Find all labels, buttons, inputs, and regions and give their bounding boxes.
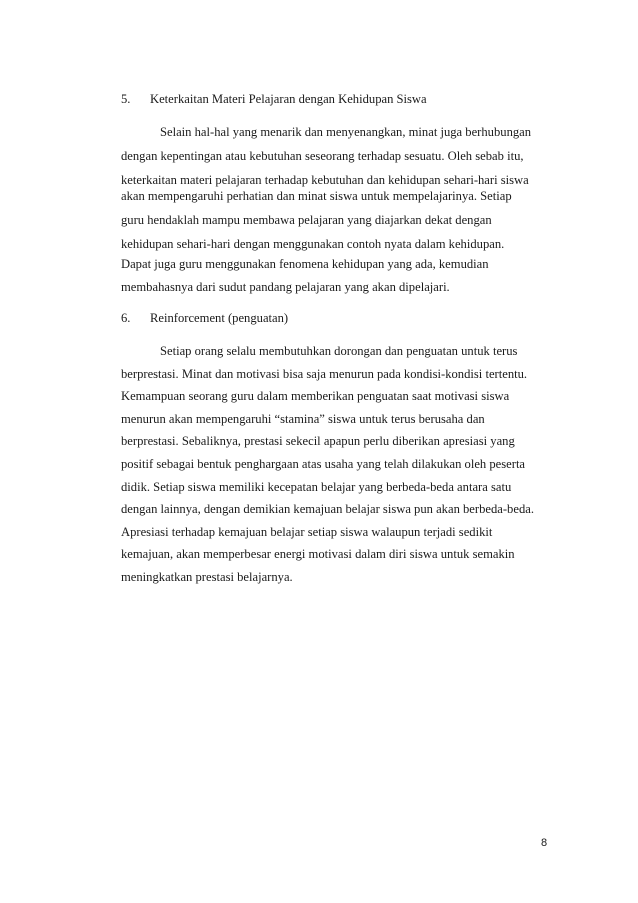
section-6-number: 6. <box>121 311 131 325</box>
paragraph-line: didik. Setiap siswa memiliki kecepatan belajar yang berbeda-beda antara satu <box>121 480 512 494</box>
paragraph-line: dengan lainnya, dengan demikian kemajuan belajar siswa pun akan berbeda-beda. <box>121 502 534 516</box>
paragraph-line: akan mempengaruhi perhatian dan minat siswa untuk mempelajarinya. Setiap <box>121 189 512 203</box>
paragraph-line: kemajuan, akan memperbesar energi motivasi dalam diri siswa untuk semakin <box>121 547 515 561</box>
section-5-title: Keterkaitan Materi Pelajaran dengan Kehidupan Siswa <box>150 92 427 106</box>
paragraph-line: menurun akan mempengaruhi “stamina” siswa untuk terus berusaha dan <box>121 412 485 426</box>
paragraph-line: dengan kepentingan atau kebutuhan seseorang terhadap sesuatu. Oleh sebab itu, <box>121 149 524 163</box>
paragraph-line: positif sebagai bentuk penghargaan atas usaha yang telah dilakukan oleh peserta <box>121 457 526 471</box>
paragraph-line: Selain hal-hal yang menarik dan menyenangkan, minat juga berhubungan <box>160 125 532 139</box>
paragraph-line: keterkaitan materi pelajaran terhadap kebutuhan dan kehidupan sehari-hari siswa <box>121 173 529 187</box>
paragraph-line: meningkatkan prestasi belajarnya. <box>121 570 293 584</box>
paragraph-line: berprestasi. Minat dan motivasi bisa saja menurun pada kondisi-kondisi tertentu. <box>121 367 528 381</box>
section-5-number: 5. <box>121 92 131 106</box>
paragraph-line: Kemampuan seorang guru dalam memberikan penguatan saat motivasi siswa <box>121 389 510 403</box>
paragraph-line: kehidupan sehari-hari dengan menggunakan contoh nyata dalam kehidupan. <box>121 237 505 251</box>
paragraph-line: berprestasi. Sebaliknya, prestasi sekecil apapun perlu diberikan apresiasi yang <box>121 434 515 448</box>
paragraph-line: Dapat juga guru menggunakan fenomena kehidupan yang ada, kemudian <box>121 257 489 271</box>
page-number: 8 <box>541 837 548 849</box>
paragraph-line: guru hendaklah mampu membawa pelajaran yang diajarkan dekat dengan <box>121 213 492 227</box>
paragraph-line: Setiap orang selalu membutuhkan dorongan dan penguatan untuk terus <box>160 344 518 358</box>
section-6-title: Reinforcement (penguatan) <box>150 311 289 325</box>
paragraph-line: membahasnya dari sudut pandang pelajaran yang akan dipelajari. <box>121 280 450 294</box>
paragraph-line: Apresiasi terhadap kemajuan belajar setiap siswa walaupun terjadi sedikit <box>121 525 493 539</box>
